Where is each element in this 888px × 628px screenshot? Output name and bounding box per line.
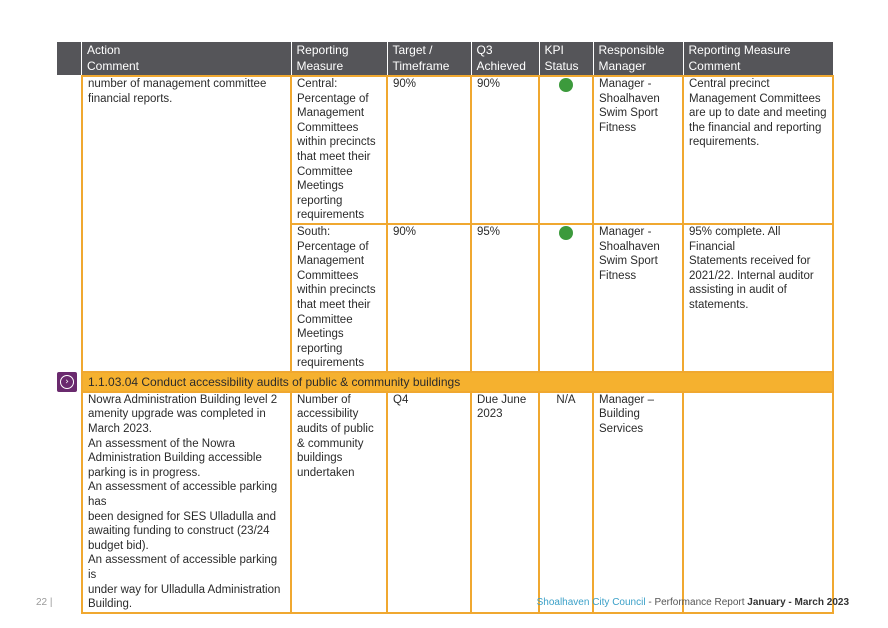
kpi-status-green-indicator: [559, 226, 573, 240]
page-number: 22: [36, 597, 48, 608]
footer-page-number: [36, 597, 53, 609]
kpi-status-cell: [539, 76, 593, 224]
header-reporting-measure: Reporting Measure: [291, 42, 387, 76]
table-row: [82, 76, 833, 224]
header-action-comment: Action Comment: [82, 42, 291, 76]
section-heading-row: [82, 372, 833, 392]
footer-separator: |: [49, 597, 53, 608]
achieved-cell: Due June 2023: [471, 392, 539, 613]
header-reporting-measure-comment: Reporting Measure Comment: [683, 42, 833, 76]
table-header-row: [82, 42, 833, 76]
chevron-right-circle-icon: ›: [60, 375, 74, 389]
section-expand-button[interactable]: [57, 372, 77, 392]
kpi-status-cell: N/A: [539, 392, 593, 613]
reporting-measure-cell: South: Percentage of Management Committees within precincts that meet their Committee Meetings reporting requirements: [291, 224, 387, 372]
kpi-status-green-indicator: [559, 78, 573, 92]
footer-period: January - March 2023: [747, 597, 849, 608]
reporting-measure-cell: Central: Percentage of Management Committees within precincts that meet their Committee Meetings reporting requirements: [291, 76, 387, 224]
section-title: 1.1.03.04 Conduct accessibility audits of public & community buildings: [82, 372, 833, 392]
footer-org-name: Shoalhaven City Council: [536, 597, 646, 608]
responsible-manager-cell: Manager - Shoalhaven Swim Sport Fitness: [593, 224, 683, 372]
responsible-manager-cell: Manager - Shoalhaven Swim Sport Fitness: [593, 76, 683, 224]
header-responsible-manager: Responsible Manager: [593, 42, 683, 76]
target-cell: 90%: [387, 76, 471, 224]
table-row: [82, 392, 833, 613]
achieved-cell: 90%: [471, 76, 539, 224]
kpi-table: [81, 42, 834, 614]
responsible-manager-cell: Manager – Building Services: [593, 392, 683, 613]
achieved-cell: 95%: [471, 224, 539, 372]
measure-comment-cell: [683, 392, 833, 613]
target-cell: 90%: [387, 224, 471, 372]
header-kpi-status: KPI Status: [539, 42, 593, 76]
reporting-measure-cell: Number of accessibility audits of public & community buildings undertaken: [291, 392, 387, 613]
target-cell: Q4: [387, 392, 471, 613]
header-q3-achieved: Q3 Achieved: [471, 42, 539, 76]
footer-report-name: - Performance Report: [645, 597, 748, 608]
kpi-status-cell: [539, 224, 593, 372]
header-target-timeframe: Target / Timeframe: [387, 42, 471, 76]
action-comment-cell: Nowra Administration Building level 2 amenity upgrade was completed in March 2023. An assessment of the Nowra Administration Building accessible parking is in progress. An assessment of accessible parking has been designed for SES Ulladulla and awaiting funding to construct (23/24 budget bid). An assessment of accessible parking is under way for Ulladulla Administration Building.: [82, 392, 291, 613]
action-comment-cell: number of management committee financial reports.: [82, 76, 291, 372]
measure-comment-cell: 95% complete. All Financial Statements received for 2021/22. Internal auditor assisting in audit of statements.: [683, 224, 833, 372]
footer-report-title: [537, 597, 849, 609]
measure-comment-cell: Central precinct Management Committees are up to date and meeting the financial and reporting requirements.: [683, 76, 833, 224]
header-side-bar: [57, 42, 81, 75]
